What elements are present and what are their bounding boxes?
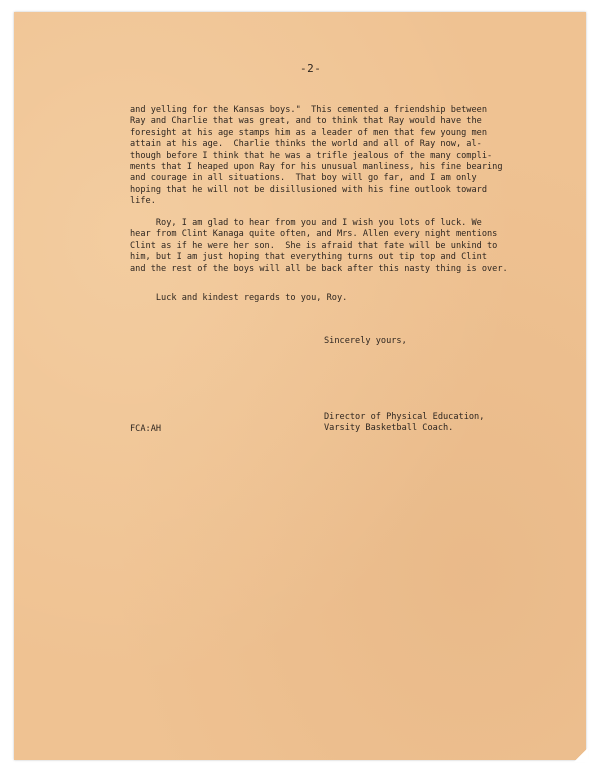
complimentary-closing: Sincerely yours, — [324, 336, 407, 346]
letter-page — [14, 12, 586, 760]
letter-paragraph-3: Luck and kindest regards to you, Roy. — [130, 293, 348, 303]
letter-paragraph-2: Roy, I am glad to hear from you and I wish you lots of luck. We hear from Clint Kanaga quite often, and Mrs. Allen every night mentions Clint as if he were her son. She is afraid that fate will be unkind to him, but I am just hoping that everything turns out tip top and Clint and the rest of the boys will all be back after this nasty thing is over. — [130, 218, 508, 274]
signature-title-line-1: Director of Physical Education, — [324, 412, 485, 422]
torn-corner — [574, 748, 588, 762]
reference-initials: FCA:AH — [130, 424, 162, 434]
page-number: -2- — [300, 62, 322, 75]
signature-title-block — [324, 412, 484, 435]
signature-title-line-2: Varsity Basketball Coach. — [324, 423, 454, 434]
letter-paragraph-1: and yelling for the Kansas boys." This cemented a friendship between Ray and Charlie that was great, and to think that Ray would have the foresight at his age stamps him as a leader of men that few young men attain at his age. Charlie thinks the world and all of Ray now, al- though before I think that he was a trifle jealous of the many compli- ments that I heaped upon Ray for his unusual manliness, his fine bearing and courage in all situations. That boy will go far, and I am only hoping that he will not be disillusioned with his fine outlook toward life. — [130, 105, 503, 207]
